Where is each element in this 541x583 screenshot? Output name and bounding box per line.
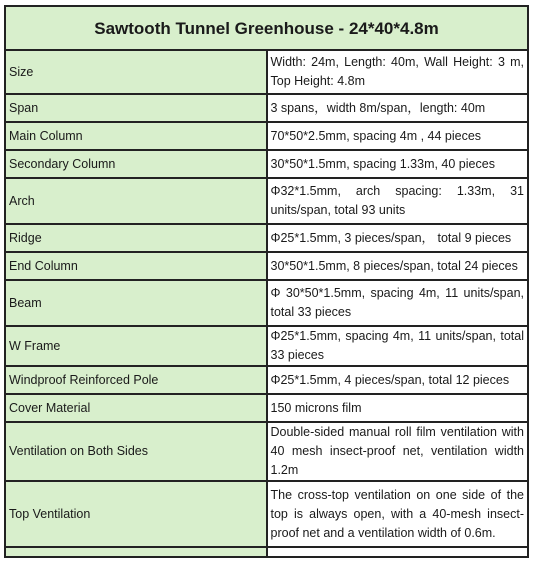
row-value: Double-sided manual roll film ventilation with 40 mesh insect-proof net, ventilation width 1.2m xyxy=(267,422,529,481)
table-row xyxy=(5,394,528,422)
row-label: Span xyxy=(5,94,267,122)
row-value: Φ 30*50*1.5mm, spacing 4m, 11 units/span, total 33 pieces xyxy=(267,280,529,326)
greenhouse-spec-table xyxy=(4,5,529,558)
row-label: Secondary Column xyxy=(5,150,267,178)
table-row xyxy=(5,481,528,547)
row-value: 3 spans，width 8m/span，length: 40m xyxy=(267,94,529,122)
row-value: 150 microns film xyxy=(267,394,529,422)
table-row xyxy=(5,326,528,366)
row-value: Φ25*1.5mm, 4 pieces/span, total 12 pieces xyxy=(267,366,529,394)
table-row xyxy=(5,50,528,94)
row-value-empty xyxy=(267,547,529,557)
row-label: Cover Material xyxy=(5,394,267,422)
table-row xyxy=(5,122,528,150)
row-label: Ridge xyxy=(5,224,267,252)
table-row xyxy=(5,366,528,394)
row-value: Φ32*1.5mm, arch spacing: 1.33m, 31 units/span, total 93 units xyxy=(267,178,529,224)
table-row xyxy=(5,252,528,280)
row-label: Top Ventilation xyxy=(5,481,267,547)
row-label-empty xyxy=(5,547,267,557)
row-label: Size xyxy=(5,50,267,94)
table-row xyxy=(5,224,528,252)
row-label: Windproof Reinforced Pole xyxy=(5,366,267,394)
table-title: Sawtooth Tunnel Greenhouse - 24*40*4.8m xyxy=(5,6,528,50)
table-row xyxy=(5,280,528,326)
row-value: 30*50*1.5mm, spacing 1.33m, 40 pieces xyxy=(267,150,529,178)
title-row xyxy=(5,6,528,50)
row-value: Φ25*1.5mm, spacing 4m, 11 units/span, total 33 pieces xyxy=(267,326,529,366)
row-label: Beam xyxy=(5,280,267,326)
row-value: 70*50*2.5mm, spacing 4m , 44 pieces xyxy=(267,122,529,150)
table-row xyxy=(5,178,528,224)
table-row xyxy=(5,150,528,178)
row-value: 30*50*1.5mm, 8 pieces/span, total 24 pieces xyxy=(267,252,529,280)
row-label: End Column xyxy=(5,252,267,280)
table-row xyxy=(5,94,528,122)
table-row xyxy=(5,422,528,481)
row-value: Width: 24m, Length: 40m, Wall Height: 3 m, Top Height: 4.8m xyxy=(267,50,529,94)
row-value: The cross-top ventilation on one side of the top is always open, with a 40-mesh insect-proof net and a ventilation width of 0.6m. xyxy=(267,481,529,547)
row-label: W Frame xyxy=(5,326,267,366)
table-row-partial xyxy=(5,547,528,557)
row-label: Ventilation on Both Sides xyxy=(5,422,267,481)
row-value: Φ25*1.5mm, 3 pieces/span， total 9 pieces xyxy=(267,224,529,252)
row-label: Arch xyxy=(5,178,267,224)
row-label: Main Column xyxy=(5,122,267,150)
